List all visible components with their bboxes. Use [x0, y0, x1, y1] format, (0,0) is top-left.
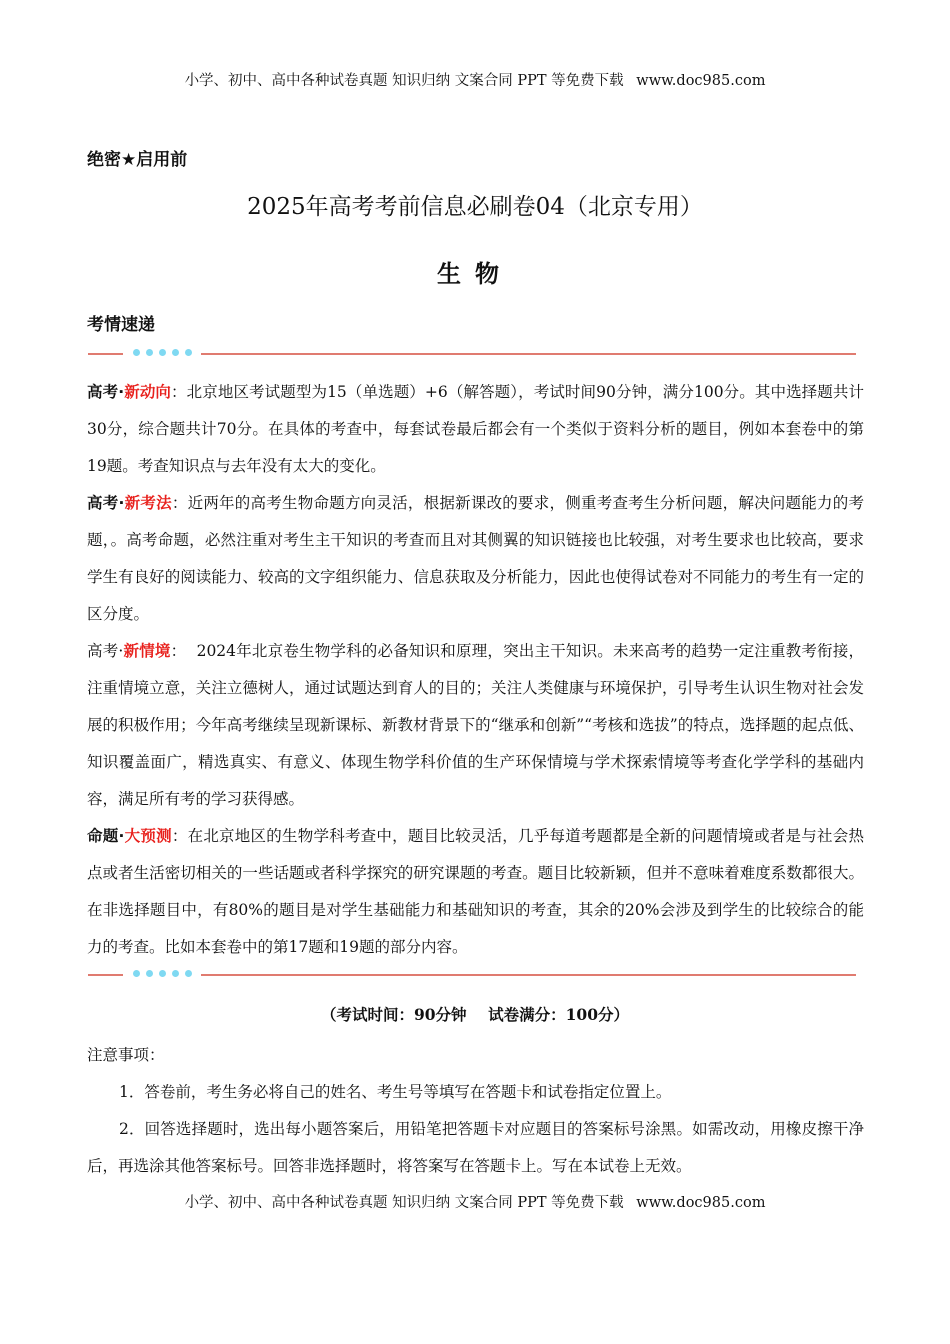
paragraph-prediction	[87, 818, 864, 966]
paragraph-new-context	[87, 633, 864, 818]
section-title: 考情速递	[87, 315, 155, 335]
para-text: 2024年北京卷生物学科的必备知识和原理，突出主干知识。未来高考的趋势一定注重教考衔接，注重情境立意，关注立德树人，通过试题达到育人的目的；关注人类健康与环境保护，引导考生认识生物对社会发展的积极作用；今年高考继续呈现新课标、新教材背景下的“继承和创新”“考核和选拔”的特点，选择题的起点低、知识覆盖面广，精选真实、有意义、体现生物学科价值的生产环保情境与学术探索情境等考查化学学科的基础内容，满足所有考的学习获得感。	[87, 642, 864, 808]
para-label: 高考·	[87, 383, 125, 401]
page-footer	[0, 1191, 950, 1212]
subject-title: 生物	[437, 259, 513, 288]
note-item: 2．回答选择题时，选出每小题答案后，用铅笔把答题卡对应题目的答案标号涂黑。如需改动，用橡皮擦干净后，再选涂其他答案标号。回答非选择题时，将答案写在答题卡上。写在本试卷上无效。	[87, 1120, 864, 1175]
notes-title: 注意事项：	[87, 1046, 165, 1064]
paragraph-new-method	[87, 485, 864, 633]
page-header	[0, 69, 950, 90]
para-text: 在北京地区的生物学科考查中，题目比较灵活，几乎每道考题都是全新的问题情境或者是与社会热点或者生活密切相关的一些话题或者科学探究的研究课题的考查。题目比较新颖，但并不意味着难度系数都很大。在非选择题目中，有80%的题目是对学生基础能力和基础知识的考查，其余的20%会涉及到学生的比较综合的能力的考查。比如本套卷中的第17题和19题的部分内容。	[87, 827, 864, 956]
exam-analysis	[87, 374, 864, 966]
para-sep: ：	[171, 827, 188, 845]
footer-site-link[interactable]: www.doc985.com	[636, 1195, 766, 1211]
para-label-highlight: 大预测	[124, 827, 172, 845]
para-label-highlight: 新考法	[124, 494, 172, 512]
para-sep: ：	[171, 383, 187, 401]
para-label-highlight: 新情境	[123, 642, 171, 660]
document-title: 2025年高考考前信息必刷卷04（北京专用）	[247, 194, 703, 220]
confidential-label: 绝密★启用前	[87, 150, 188, 170]
section-divider-bottom	[88, 970, 856, 980]
note-item: 1．答卷前，考生务必将自己的姓名、考生号等填写在答题卡和试卷指定位置上。	[119, 1083, 672, 1101]
footer-text: 小学、初中、高中各种试卷真题 知识归纳 文案合同 PPT 等免费下载	[184, 1195, 624, 1211]
para-text: 近两年的高考生物命题方向灵活，根据新课改的要求，侧重考查考生分析问题，解决问题能力的考题，。高考命题，必然注重对考生主干知识的考查而且对其侧翼的知识链接也比较强，对考生要求也比较高，要求学生有良好的阅读能力、较高的文字组织能力、信息获取及分析能力，因此也使得试卷对不同能力的考生有一定的区分度。	[87, 494, 864, 623]
para-text: 北京地区考试题型为15（单选题）+6（解答题），考试时间90分钟，满分100分。其中选择题共计30分，综合题共计70分。在具体的考查中，每套试卷最后都会有一个类似于资料分析的题目，例如本套卷中的第19题。考查知识点与去年没有太大的变化。	[87, 383, 864, 475]
para-label-highlight: 新动向	[124, 383, 172, 401]
paragraph-new-trend	[87, 374, 864, 485]
para-label: 高考·	[87, 642, 124, 660]
para-sep: ：	[170, 642, 187, 660]
header-text: 小学、初中、高中各种试卷真题 知识归纳 文案合同 PPT 等免费下载	[184, 73, 624, 89]
section-divider-top	[88, 349, 856, 359]
para-label: 命题·	[87, 827, 125, 845]
para-label: 高考·	[87, 494, 125, 512]
exam-info: （考试时间：90分钟 试卷满分：100分）	[320, 1005, 629, 1024]
header-site-link[interactable]: www.doc985.com	[636, 73, 766, 89]
notes	[87, 1037, 864, 1185]
para-sep: ：	[171, 494, 188, 512]
